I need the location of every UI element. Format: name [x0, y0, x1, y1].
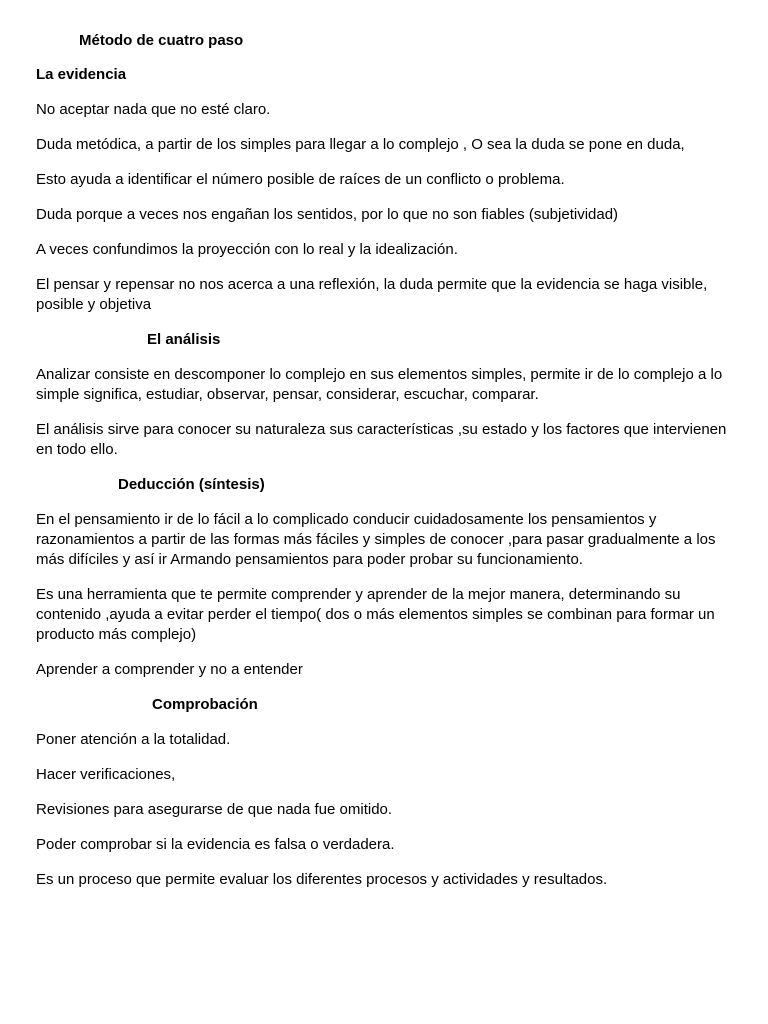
section-heading-comprobacion: Comprobación	[152, 696, 258, 713]
section-heading-evidencia: La evidencia	[36, 66, 127, 83]
paragraph: Analizar consiste en descomponer lo complejo en sus elementos simples, permite ir de lo complejo a lo simple significa, estudiar, observar, pensar, considerar, escuchar, comparar.	[36, 366, 723, 403]
paragraph: Hacer verificaciones,	[36, 766, 176, 783]
document-title: Método de cuatro paso	[79, 32, 244, 49]
paragraph: El pensar y repensar no nos acerca a una reflexión, la duda permite que la evidencia se haga visible, posible y objetiva	[36, 276, 708, 313]
paragraph: Revisiones para asegurarse de que nada fue omitido.	[36, 801, 393, 818]
paragraph: Duda metódica, a partir de los simples para llegar a lo complejo , O sea la duda se pone en duda,	[36, 136, 685, 153]
section-heading-analisis: El análisis	[147, 331, 221, 348]
paragraph: El análisis sirve para conocer su naturaleza sus características ,su estado y los factores que intervienen en todo ello.	[36, 421, 727, 458]
paragraph: Es una herramienta que te permite comprender y aprender de la mejor manera, determinando su contenido ,ayuda a evitar perder el tiempo( dos o más elementos simples se combinan para formar un producto más complejo)	[36, 586, 715, 643]
paragraph: Aprender a comprender y no a entender	[36, 661, 303, 678]
paragraph: A veces confundimos la proyección con lo real y la idealización.	[36, 241, 458, 258]
paragraph: Esto ayuda a identificar el número posible de raíces de un conflicto o problema.	[36, 171, 565, 188]
paragraph: Es un proceso que permite evaluar los diferentes procesos y actividades y resultados.	[36, 871, 608, 888]
paragraph: En el pensamiento ir de lo fácil a lo complicado conducir cuidadosamente los pensamientos y razonamientos a partir de las formas más fáciles y simples de conocer ,para pasar gradualmente a los más difíciles y así ir Armando pensamientos para poder probar su funcionamiento.	[36, 511, 716, 568]
paragraph: Poner atención a la totalidad.	[36, 731, 231, 748]
paragraph: Poder comprobar si la evidencia es falsa o verdadera.	[36, 836, 395, 853]
paragraph: No aceptar nada que no esté claro.	[36, 101, 271, 118]
section-heading-deduccion: Deducción (síntesis)	[118, 476, 265, 493]
paragraph: Duda porque a veces nos engañan los sentidos, por lo que no son fiables (subjetividad)	[36, 206, 619, 223]
